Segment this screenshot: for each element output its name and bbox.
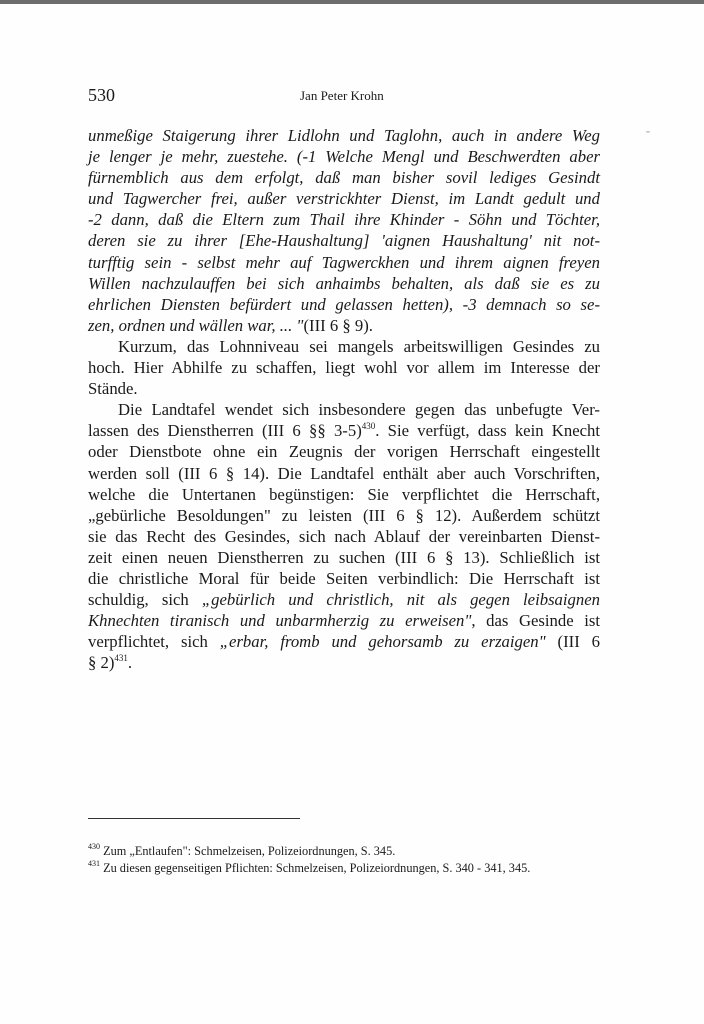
text: . Sie verfügt, dass kein Knecht (375, 421, 600, 441)
text: . (127, 653, 133, 673)
quote-line: und Tagwercher frei, außer verstrickhter Dienst, im Landt gedult und (88, 189, 600, 209)
footnote-text: Zu diesen gegenseitigen Pflichten: Schmelzeisen, Polizeiordnungen, S. 340 - 341, 345. (103, 861, 531, 875)
quote-line: turfftig sein - selbst mehr auf Tagwerckhen und ihrem aignen freyen (88, 252, 600, 272)
quote-text: „erbar, fromb und gehorsamb zu erzaigen" (219, 632, 546, 652)
margin-mark: ˘ (646, 128, 650, 142)
paragraph-line: „gebürliche Besoldungen" zu leisten (III 6 § 12). Außerdem schützt (88, 505, 600, 525)
paragraph-line (88, 420, 600, 441)
quote-line: -2 dann, daß die Eltern zum Thail ihre Khinder - Söhn und Töchter, (88, 210, 600, 230)
paragraph-line: welche die Untertanen begünstigen: Sie verpflichtet die Herrschaft, (88, 484, 600, 504)
footnote-ref[interactable]: 431 (114, 652, 128, 663)
footnote-number: 430 (88, 841, 100, 851)
paragraph-line (88, 610, 600, 631)
quote-text: „gebürlich und christlich, nit als gegen leibsaignen (201, 590, 600, 610)
page-number: 530 (88, 85, 115, 105)
text: verpflichtet, sich (88, 632, 220, 652)
quote-line: deren sie zu ihrer [Ehe-Haushaltung] 'aignen Haushaltung' nit not- (88, 231, 600, 251)
paragraph-line: hoch. Hier Abhilfe zu schaffen, liegt wohl vor allem im Interesse der (88, 358, 600, 378)
footnote (88, 860, 608, 877)
paragraph-line: Kurzum, das Lohnniveau sei mangels arbeitswilligen Gesindes zu (118, 336, 600, 356)
running-head: Jan Peter Krohn (300, 88, 384, 103)
quote-text: zen, ordnen und wällen war, ... " (88, 315, 304, 335)
citation: (III 6 § 9). (303, 315, 373, 335)
body-text (88, 125, 600, 673)
scan-top-edge (0, 0, 704, 4)
text: schuldig, sich (88, 590, 202, 610)
quote-line: je lenger je mehr, zuestehe. (-1 Welche Mengl und Beschwerdten aber (88, 147, 600, 167)
text: lassen des Dienstherren (III 6 §§ 3-5) (88, 421, 362, 441)
paragraph-line: Die Landtafel wendet sich insbesondere gegen das unbefugte Ver- (118, 400, 600, 420)
paragraph-line: die christliche Moral für beide Seiten verbindlich: Die Herrschaft ist (88, 568, 600, 588)
quote-text: Khnechten tiranisch und unbarmherzig zu erweisen" (88, 611, 472, 631)
quote-line: ehrlichen Diensten befürdert und gelassen hetten), -3 demnach so se- (88, 294, 600, 314)
text: § 2) (88, 653, 115, 673)
quote-line: Willen nachzulauffen bei sich anhaimbs behalten, als daß sie es zu (88, 273, 600, 293)
footnote-number: 431 (88, 858, 100, 868)
quote-end-line (88, 315, 600, 336)
footnote (88, 843, 608, 860)
text: (III 6 (545, 632, 600, 652)
paragraph-line (88, 631, 600, 652)
footnote-ref[interactable]: 430 (361, 420, 376, 431)
quote-line: fürnemblich aus dem erfolgt, daß man bisher sovil lediges Gesindt (88, 168, 600, 188)
paragraph-line: zeit einen neuen Dienstherren zu suchen (III 6 § 13). Schließlich ist (88, 547, 600, 567)
paragraph-line: Stände. (88, 379, 138, 399)
paragraph-line (88, 652, 600, 673)
footnotes (88, 843, 608, 877)
paragraph-line: oder Dienstbote ohne ein Zeugnis der vorigen Herrschaft eingestellt (88, 442, 600, 462)
footnote-separator (88, 818, 300, 819)
paragraph-line (88, 589, 600, 610)
paragraph-line: werden soll (III 6 § 14). Die Landtafel enthält aber auch Vorschriften, (88, 463, 600, 483)
footnote-text: Zum „Entlaufen": Schmelzeisen, Polizeiordnungen, S. 345. (103, 844, 396, 858)
paragraph-line: sie das Recht des Gesindes, sich nach Ablauf der vereinbarten Dienst- (88, 526, 600, 546)
text: , das Gesinde ist (471, 611, 600, 631)
quote-line: unmeßige Staigerung ihrer Lidlohn und Taglohn, auch in andere Weg (88, 126, 600, 145)
